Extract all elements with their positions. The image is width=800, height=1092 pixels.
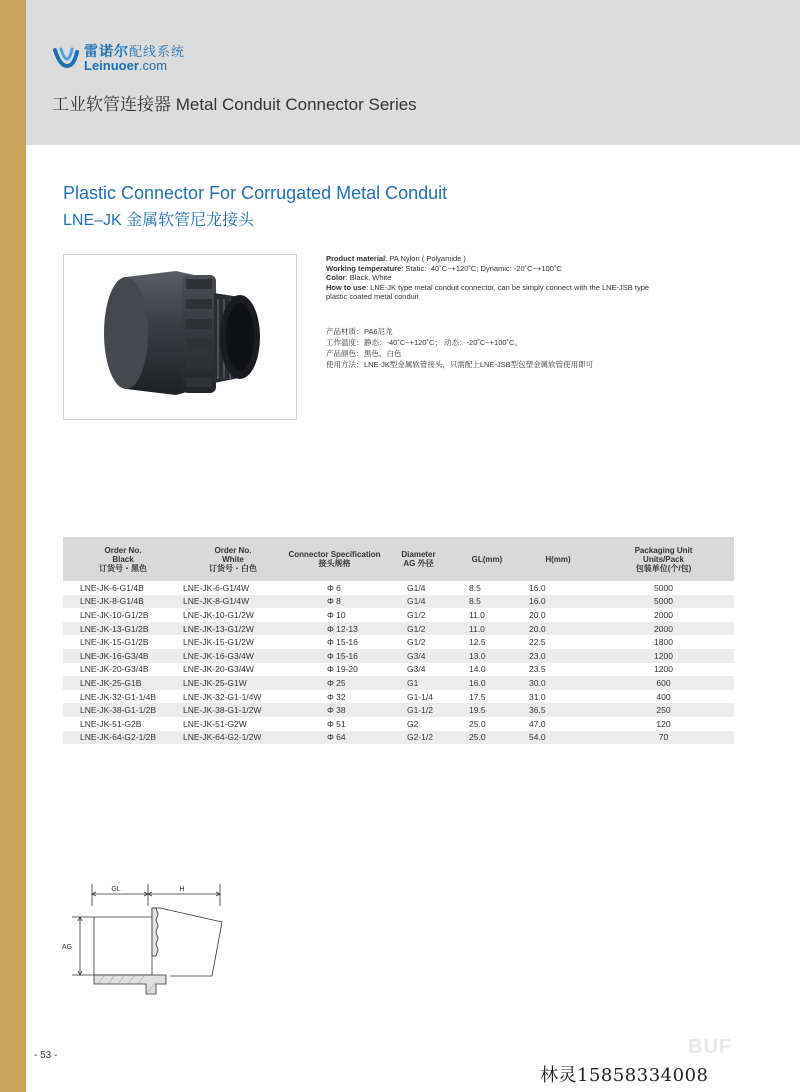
spec-color [326, 273, 666, 283]
header-line: Order No. [214, 545, 252, 555]
cell-gl: 19.5 [451, 703, 523, 717]
cell-pack: 2000 [654, 609, 673, 620]
ag-dimension-label: AG [62, 944, 73, 951]
cell-order-black: LNE-JK-64-G2-1/2B [63, 731, 183, 745]
header-line: Black [112, 554, 134, 564]
cell-order-white: LNE-JK-8-G1/4W [183, 595, 283, 609]
brand-cn-sub: 配线系统 [129, 44, 186, 59]
spec-value: : Static: -40˚C~+120˚C; Dynamic: -20˚C~+100˚C [401, 263, 562, 273]
spec-cn-temperature [326, 337, 666, 348]
spec-label: Product material [326, 254, 386, 263]
cell-gl: 13.0 [451, 649, 523, 663]
header-line: 包装单位(个/包) [635, 563, 692, 573]
spec-material [326, 254, 666, 264]
header-line: Connector Specification [288, 550, 381, 559]
cell-diameter: G3/4 [407, 664, 426, 675]
cell-pack: 250 [593, 703, 734, 717]
specs-cn-block [326, 326, 666, 370]
cell-order-white: LNE-JK-13-G1/2W [183, 622, 283, 636]
cell-diameter: G1-1/4 [407, 691, 433, 702]
cell-order-black: LNE-JK-10-G1/2B [80, 609, 149, 620]
cell-gl: 25.0 [451, 731, 523, 745]
spec-label: How to use [326, 282, 367, 292]
cell-diameter: G1/2 [386, 622, 451, 636]
cell-spec: Φ 32 [327, 691, 346, 702]
cell-h: 23.0 [523, 649, 593, 663]
spec-value: : LNE-JK type metal conduit connector, can be simply connect with the LNE-JSB type plastic coated metal conduit [326, 282, 650, 301]
header-line: GL(mm) [471, 554, 503, 564]
spec-cn-value: PA6尼龙 [364, 327, 393, 336]
spec-value: : Black, White [345, 273, 392, 282]
table-row [63, 649, 734, 663]
spec-cn-usage [326, 359, 666, 370]
col-header-diameter [386, 537, 451, 581]
cell-order-black: LNE-JK-51-G2B [80, 718, 142, 729]
header-line: Units/Pack [643, 554, 684, 564]
cell-order-white: LNE-JK-15-G1/2W [183, 637, 254, 648]
cell-order-black: LNE-JK-13-G1/2B [63, 622, 183, 636]
cell-gl: 14.0 [469, 664, 486, 675]
watermark-logo: BUF [688, 1036, 733, 1058]
header-line: 订货号・黑色 [99, 563, 147, 573]
cell-order-black: LNE-JK-8-G1/4B [63, 595, 183, 609]
table-row [63, 622, 734, 636]
cell-diameter: G2 [407, 718, 419, 729]
series-title: 工业软管连接器 Metal Conduit Connector Series [52, 95, 417, 114]
spec-cn-color [326, 348, 666, 359]
cell-spec: Φ 51 [327, 718, 346, 729]
cell-spec: Φ 8 [283, 595, 386, 609]
table-row [63, 690, 734, 704]
cell-spec: Φ 10 [327, 609, 346, 620]
col-header-spec [283, 537, 386, 581]
spec-temperature [326, 264, 666, 274]
cell-pack: 120 [656, 718, 671, 729]
spec-label: Working temperature [326, 263, 402, 273]
cell-order-white: LNE-JK-51-G2W [183, 718, 247, 729]
spec-value: : PA Nylon ( Polyamide ) [385, 254, 466, 263]
header-line: AG 外径 [403, 559, 434, 568]
header-line: Diameter [401, 550, 436, 559]
cell-h: 20.0 [523, 622, 593, 636]
table-row [63, 676, 734, 690]
brand-cn-name: 雷诺尔 [84, 43, 129, 59]
brand-en-domain: .com [138, 57, 168, 73]
brand-logo-icon [52, 44, 80, 72]
cell-order-white: LNE-JK-32-G1-1/4W [183, 691, 262, 702]
cell-diameter: G1/2 [407, 637, 426, 648]
cell-h: 23.5 [529, 664, 546, 675]
cell-diameter: G1/4 [386, 595, 451, 609]
h-dimension-label: H [179, 886, 185, 893]
col-header-pack [593, 537, 734, 581]
spec-usage [326, 283, 666, 302]
cell-h: 47.0 [529, 718, 546, 729]
cell-spec: Φ 19-20 [327, 664, 358, 675]
cell-gl: 8.5 [469, 582, 481, 593]
col-header-order-white [183, 537, 283, 581]
cell-pack: 1200 [593, 649, 734, 663]
cell-order-white: LNE-JK-64-G2-1/2W [183, 731, 283, 745]
order-table [63, 537, 734, 744]
cell-order-black: LNE-JK-16-G3/4B [63, 649, 183, 663]
table-header-row [63, 537, 734, 581]
cell-order-black: LNE-JK-25-G1B [63, 676, 183, 690]
cell-gl: 17.5 [469, 691, 486, 702]
cell-pack: 600 [593, 676, 734, 690]
spec-cn-value: LNE-JK型金属软管接头，只需配上LNE-JSB型包塑金属软管使用即可 [364, 360, 594, 369]
cell-spec: Φ 15-16 [327, 637, 358, 648]
cell-order-black: LNE-JK-38-G1-1/2B [63, 703, 183, 717]
cell-order-white: LNE-JK-6-G1/4W [183, 582, 250, 593]
cell-diameter: G1/4 [407, 582, 426, 593]
product-title-cn: LNE–JK 金属软管尼龙接头 [63, 212, 255, 229]
cell-pack: 2000 [593, 622, 734, 636]
cell-gl: 11.0 [469, 609, 485, 620]
cell-order-white: LNE-JK-10-G1/2W [183, 609, 254, 620]
cell-gl: 11.0 [451, 622, 523, 636]
cell-order-white: LNE-JK-20-G3/4W [183, 664, 254, 675]
cell-diameter: G3/4 [386, 649, 451, 663]
spec-cn-value: 黑色、白色 [364, 349, 402, 358]
cell-order-black: LNE-JK-6-G1/4B [80, 582, 144, 593]
cell-h: 20.0 [529, 609, 546, 620]
side-color-strip [0, 0, 26, 1092]
cell-spec: Φ 15-16 [283, 649, 386, 663]
table-row [63, 608, 734, 622]
gl-dimension-label: GL [111, 886, 121, 893]
cell-gl: 12.5 [469, 637, 486, 648]
spec-label: Color [326, 273, 346, 282]
col-header-order-black [63, 537, 183, 581]
cell-pack: 70 [593, 731, 734, 745]
col-header-h [523, 537, 593, 581]
cell-pack: 5000 [654, 582, 673, 593]
cell-gl: 25.0 [469, 718, 486, 729]
cell-spec: Φ 25 [283, 676, 386, 690]
cell-pack: 1200 [654, 664, 673, 675]
header-line: 接头规格 [318, 559, 351, 568]
header-line: Packaging Unit [634, 545, 693, 555]
cell-diameter: G1/2 [407, 609, 426, 620]
cell-pack: 400 [656, 691, 671, 702]
spec-cn-value: 静态：-40˚C~+120˚C； 动态：-20˚C~+100˚C。 [364, 338, 522, 347]
specs-en-block [326, 254, 666, 302]
cell-h: 54.0 [523, 731, 593, 745]
header-line: 订货号・白色 [209, 563, 257, 573]
brand-logo [52, 44, 185, 72]
cell-diameter: G1-1/2 [386, 703, 451, 717]
cell-h: 36.5 [523, 703, 593, 717]
spec-cn-material [326, 326, 666, 337]
cell-h: 31.0 [529, 691, 546, 702]
cell-spec: Φ 64 [283, 731, 386, 745]
cell-gl: 8.5 [451, 595, 523, 609]
cell-diameter: G1 [386, 676, 451, 690]
spec-cn-label: 工作温度： [326, 338, 364, 347]
table-row [63, 703, 734, 717]
header-line: Order No. [104, 545, 142, 555]
table-row [63, 663, 734, 677]
cell-h: 30.0 [523, 676, 593, 690]
cell-spec: Φ 6 [327, 582, 341, 593]
header-line: White [222, 554, 244, 564]
dimension-diagram [60, 872, 240, 1002]
table-row [63, 595, 734, 609]
cell-order-black: LNE-JK-32-G1-1/4B [80, 691, 157, 702]
table-row [63, 731, 734, 745]
product-photo [63, 254, 297, 420]
header-line: H(mm) [545, 554, 571, 564]
table-row [63, 717, 734, 731]
spec-cn-label: 使用方法： [326, 360, 364, 369]
cell-pack: 5000 [593, 595, 734, 609]
cell-order-white: LNE-JK-16-G3/4W [183, 649, 283, 663]
table-row [63, 581, 734, 595]
cell-spec: Φ 12-13 [283, 622, 386, 636]
table-row [63, 635, 734, 649]
cell-h: 22.5 [529, 637, 546, 648]
spec-cn-label: 产品材质： [326, 327, 364, 336]
contact-overlay-text: 林灵15858334008 [540, 1065, 709, 1086]
cell-order-black: LNE-JK-15-G1/2B [80, 637, 149, 648]
cell-h: 16.0 [523, 595, 593, 609]
cell-gl: 16.0 [451, 676, 523, 690]
spec-cn-label: 产品颜色： [326, 349, 364, 358]
connector-photo-icon [64, 255, 296, 419]
cell-order-white: LNE-JK-38-G1-1/2W [183, 703, 283, 717]
brand-en-name: Leinuoer [84, 57, 139, 73]
col-header-gl [451, 537, 523, 581]
product-title-en: Plastic Connector For Corrugated Metal Conduit [63, 183, 448, 203]
cell-h: 16.0 [529, 582, 546, 593]
cell-spec: Φ 38 [283, 703, 386, 717]
cell-diameter: G2-1/2 [386, 731, 451, 745]
cell-pack: 1800 [654, 637, 673, 648]
page-number: - 53 - [34, 1050, 58, 1061]
cell-order-white: LNE-JK-25-G1W [183, 676, 283, 690]
cell-order-black: LNE-JK-20-G3/4B [80, 664, 149, 675]
